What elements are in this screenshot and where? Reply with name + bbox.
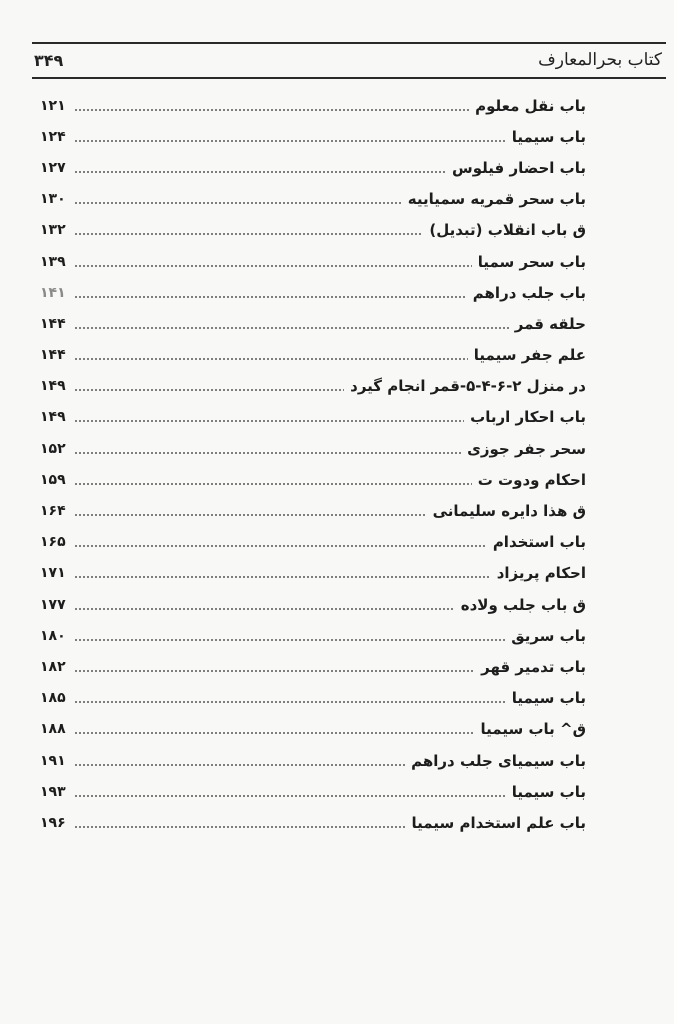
toc-entry-page: ۱۸۵ xyxy=(40,690,66,707)
toc-entry xyxy=(40,620,586,651)
dot-leader xyxy=(74,701,506,703)
toc-entry xyxy=(40,433,586,464)
header-bottom-rule xyxy=(32,77,666,79)
toc-entry-title: باب سحر قمریه سمیاییه xyxy=(407,190,586,209)
dot-leader xyxy=(74,576,491,578)
toc-entry-page: ۱۳۹ xyxy=(40,253,66,270)
toc-entry xyxy=(40,589,586,620)
dot-leader xyxy=(74,109,469,111)
toc-entry-title: احکام پریزاد xyxy=(496,564,586,583)
toc-entry-page: ۱۸۲ xyxy=(40,658,66,675)
dot-leader xyxy=(74,545,487,547)
toc-entry-title: ق^ باب سیمیا xyxy=(480,720,586,739)
toc-entry-page: ۱۹۳ xyxy=(40,783,66,800)
toc-entry-title: باب سیمیای جلب دراهم xyxy=(411,751,586,770)
book-title: کتاب بحرالمعارف xyxy=(538,50,662,70)
toc-entry-page: ۱۴۹ xyxy=(40,409,66,426)
dot-leader xyxy=(74,265,472,267)
toc-entry xyxy=(40,558,586,589)
dot-leader xyxy=(74,514,427,516)
toc-entry-page: ۱۸۸ xyxy=(40,721,66,738)
toc-entry-page: ۱۷۷ xyxy=(40,596,66,613)
dot-leader xyxy=(74,389,344,391)
toc-entry xyxy=(40,184,586,215)
toc-entry-title: باب نقل معلوم xyxy=(475,96,586,115)
toc-entry xyxy=(40,215,586,246)
toc-entry-title: باب جلب دراهم xyxy=(472,283,586,302)
dot-leader xyxy=(74,826,406,828)
dot-leader xyxy=(74,452,461,454)
toc-entry-title: حلقه قمر xyxy=(514,314,586,333)
toc-entry-title: باب سیمیا xyxy=(511,782,586,801)
dot-leader xyxy=(74,608,455,610)
toc-entry xyxy=(40,464,586,495)
toc-entry-title: احکام ودوت ت xyxy=(477,470,586,489)
toc-entry-title: ق باب جلب ولاده xyxy=(460,595,586,614)
toc-entry-page: ۱۴۴ xyxy=(40,315,66,332)
toc-entry-title: باب احکار ارباب xyxy=(470,408,586,427)
toc-entry-page: ۱۴۱ xyxy=(40,284,66,301)
dot-leader xyxy=(74,670,475,672)
toc-entry-page: ۱۵۹ xyxy=(40,471,66,488)
toc-entry-page: ۱۶۵ xyxy=(40,534,66,551)
dot-leader xyxy=(74,764,405,766)
dot-leader xyxy=(74,358,468,360)
toc-entry-title: باب سریق xyxy=(511,626,586,645)
toc-entry xyxy=(40,651,586,682)
toc-entry-title: باب استخدام xyxy=(492,533,586,552)
toc-entry-page: ۱۹۱ xyxy=(40,752,66,769)
dot-leader xyxy=(74,202,402,204)
toc-entry xyxy=(40,683,586,714)
page-number: ۳۴۹ xyxy=(34,50,64,70)
toc-entry xyxy=(40,152,586,183)
toc-entry-page: ۱۹۶ xyxy=(40,814,66,831)
toc-entry-title: باب تدمیر قهر xyxy=(481,657,586,676)
toc-entry xyxy=(40,714,586,745)
toc-entry-page: ۱۲۷ xyxy=(40,159,66,176)
dot-leader xyxy=(74,795,506,797)
toc-entry xyxy=(40,340,586,371)
toc-entry xyxy=(40,371,586,402)
toc-entry xyxy=(40,745,586,776)
dot-leader xyxy=(74,140,506,142)
toc-entry-page: ۱۲۱ xyxy=(40,97,66,114)
toc-entry xyxy=(40,402,586,433)
dot-leader xyxy=(74,732,475,734)
toc-entry-page: ۱۶۴ xyxy=(40,503,66,520)
toc-entry-page: ۱۸۰ xyxy=(40,627,66,644)
toc-entry xyxy=(40,807,586,838)
toc-entry-page: ۱۲۴ xyxy=(40,128,66,145)
dot-leader xyxy=(74,233,423,235)
toc-entry-page: ۱۵۲ xyxy=(40,440,66,457)
toc-entry-title: سحر جفر جوزی xyxy=(467,439,586,458)
toc-entry xyxy=(40,527,586,558)
toc-entry-title: در منزل ۲-۶-۴-۵-قمر انجام گیرد xyxy=(350,377,586,396)
toc-entry xyxy=(40,308,586,339)
dot-leader xyxy=(74,171,446,173)
dot-leader xyxy=(74,327,509,329)
toc-entry xyxy=(40,90,586,121)
toc-entry-title: باب احضار فیلوس xyxy=(452,158,586,177)
table-of-contents xyxy=(40,90,586,839)
toc-entry xyxy=(40,776,586,807)
toc-entry-title: باب سیمیا xyxy=(511,127,586,146)
running-header xyxy=(34,46,664,74)
dot-leader xyxy=(74,483,472,485)
toc-entry xyxy=(40,121,586,152)
dot-leader xyxy=(74,639,505,641)
dot-leader xyxy=(74,296,467,298)
dot-leader xyxy=(74,420,464,422)
toc-entry-title: ق باب انقلاب (تبدیل) xyxy=(429,221,586,240)
toc-entry xyxy=(40,246,586,277)
toc-entry-title: باب علم استخدام سیمیا xyxy=(411,813,586,832)
toc-entry-page: ۱۳۰ xyxy=(40,191,66,208)
toc-entry xyxy=(40,277,586,308)
toc-entry xyxy=(40,495,586,526)
toc-entry-title: علم جفر سیمیا xyxy=(473,346,586,365)
toc-entry-title: باب سحر سمیا xyxy=(477,252,586,271)
toc-entry-page: ۱۴۹ xyxy=(40,378,66,395)
toc-entry-page: ۱۳۲ xyxy=(40,222,66,239)
toc-entry-title: باب سیمیا xyxy=(511,689,586,708)
toc-entry-title: ق هذا دایره سلیمانی xyxy=(432,502,586,521)
toc-entry-page: ۱۴۴ xyxy=(40,347,66,364)
header-top-rule xyxy=(32,42,666,44)
toc-entry-page: ۱۷۱ xyxy=(40,565,66,582)
